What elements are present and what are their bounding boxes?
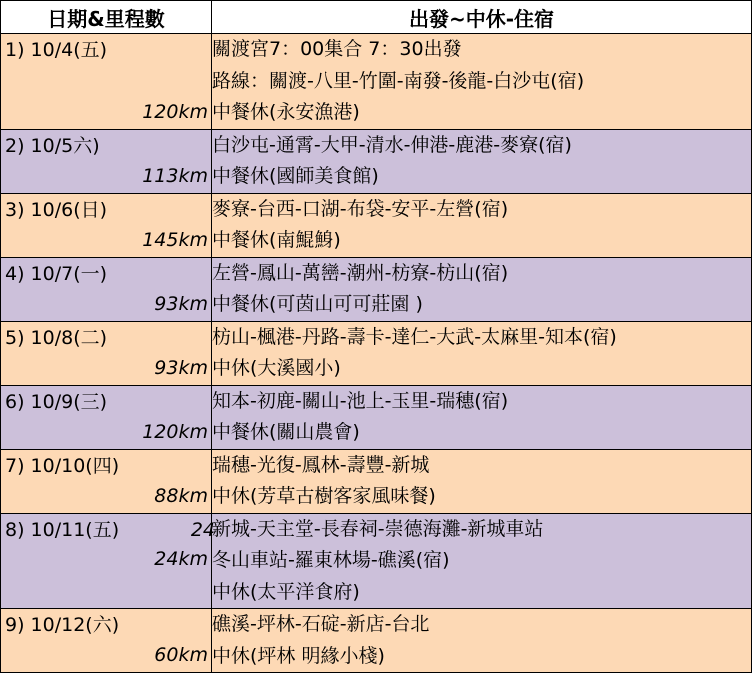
route-line: 中餐休(關山農會) [212,421,360,443]
day-label: 7) 10/10(四) [5,454,120,477]
route-line: 左營-鳳山-萬巒-潮州-枋寮-枋山(宿) [212,261,509,284]
route-line: 路線：關渡-八里-竹圍-南發-後龍-白沙屯(宿) [212,69,585,92]
distance-label: 93km [154,292,208,315]
route-line: 枋山-楓港-丹路-壽卡-達仁-大武-太麻里-知本(宿) [212,325,617,348]
route-line: 麥寮-台西-口湖-布袋-安平-左營(宿) [212,197,509,220]
route-line: 中休(大溪國小) [212,357,341,379]
route-cell [212,34,752,130]
distance-label: 24km [154,548,208,570]
route-line: 中休(芳草古樹客家風味餐) [212,485,436,507]
date-cell [1,193,212,257]
route-cell [212,449,752,513]
distance-label: 60km [154,644,208,666]
route-line: 中休(坪林 明緣小棧) [212,644,385,667]
day-label: 6) 10/9(三) [5,390,108,413]
date-cell [1,513,215,609]
table-row [1,385,752,449]
day-label: 4) 10/7(一) [5,262,108,285]
route-cell [212,129,752,193]
table-row [1,513,752,609]
distance-label: 120km [142,420,208,443]
route-line: 冬山車站-羅東林場-礁溪(宿) [212,549,450,571]
table-row [1,321,752,385]
distance-label: 145km [142,228,208,251]
table-row [1,34,752,130]
header-row [1,1,752,34]
date-cell [1,34,212,130]
route-line: 知本-初鹿-關山-池上-玉里-瑞穗(宿) [212,389,509,412]
header-route: 出發~中休-住宿 [212,1,752,34]
overflow-text: 24 [190,518,215,541]
table-row [1,449,752,513]
day-label: 3) 10/6(日) [5,198,108,221]
route-cell [212,513,752,609]
table-row [1,257,752,321]
route-cell [212,385,752,449]
date-cell [1,609,212,673]
date-cell [1,129,212,193]
route-line: 中餐休(國師美食館) [212,165,379,187]
day-label: 8) 10/11(五) [5,518,120,541]
route-cell [212,609,752,673]
route-line: 中餐休(永安漁港) [212,101,360,123]
route-line: 中餐休(南鯤鯓) [212,229,341,251]
table-row [1,193,752,257]
route-line: 白沙屯-通霄-大甲-清水-伸港-鹿港-麥寮(宿) [212,133,572,156]
route-cell [212,321,752,385]
route-cell [212,257,752,321]
route-line: 中休(太平洋食府) [212,580,360,603]
day-label: 1) 10/4(五) [5,39,108,61]
distance-label: 120km [142,100,208,123]
route-line: 新城-天主堂-長春祠-崇德海灘-新城車站 [212,517,544,540]
route-line: 關渡宮7：00集合 7：30出發 [212,38,462,60]
route-line: 中餐休(可茵山可可莊園 ) [212,293,423,315]
date-cell [1,449,212,513]
table-row [1,609,752,673]
table-row [1,129,752,193]
route-line: 礁溪-坪林-石碇-新店-台北 [212,613,430,635]
route-line: 瑞穗-光復-鳳林-壽豐-新城 [212,453,430,476]
date-cell [1,257,212,321]
day-label: 9) 10/12(六) [5,614,120,636]
date-cell [1,321,212,385]
date-cell [1,385,212,449]
day-label: 5) 10/8(二) [5,326,108,349]
day-label: 2) 10/5六) [5,134,100,157]
distance-label: 113km [142,164,208,187]
route-cell [212,193,752,257]
distance-label: 93km [154,356,208,379]
header-date-km: 日期&里程數 [1,1,212,34]
distance-label: 88km [154,484,208,507]
